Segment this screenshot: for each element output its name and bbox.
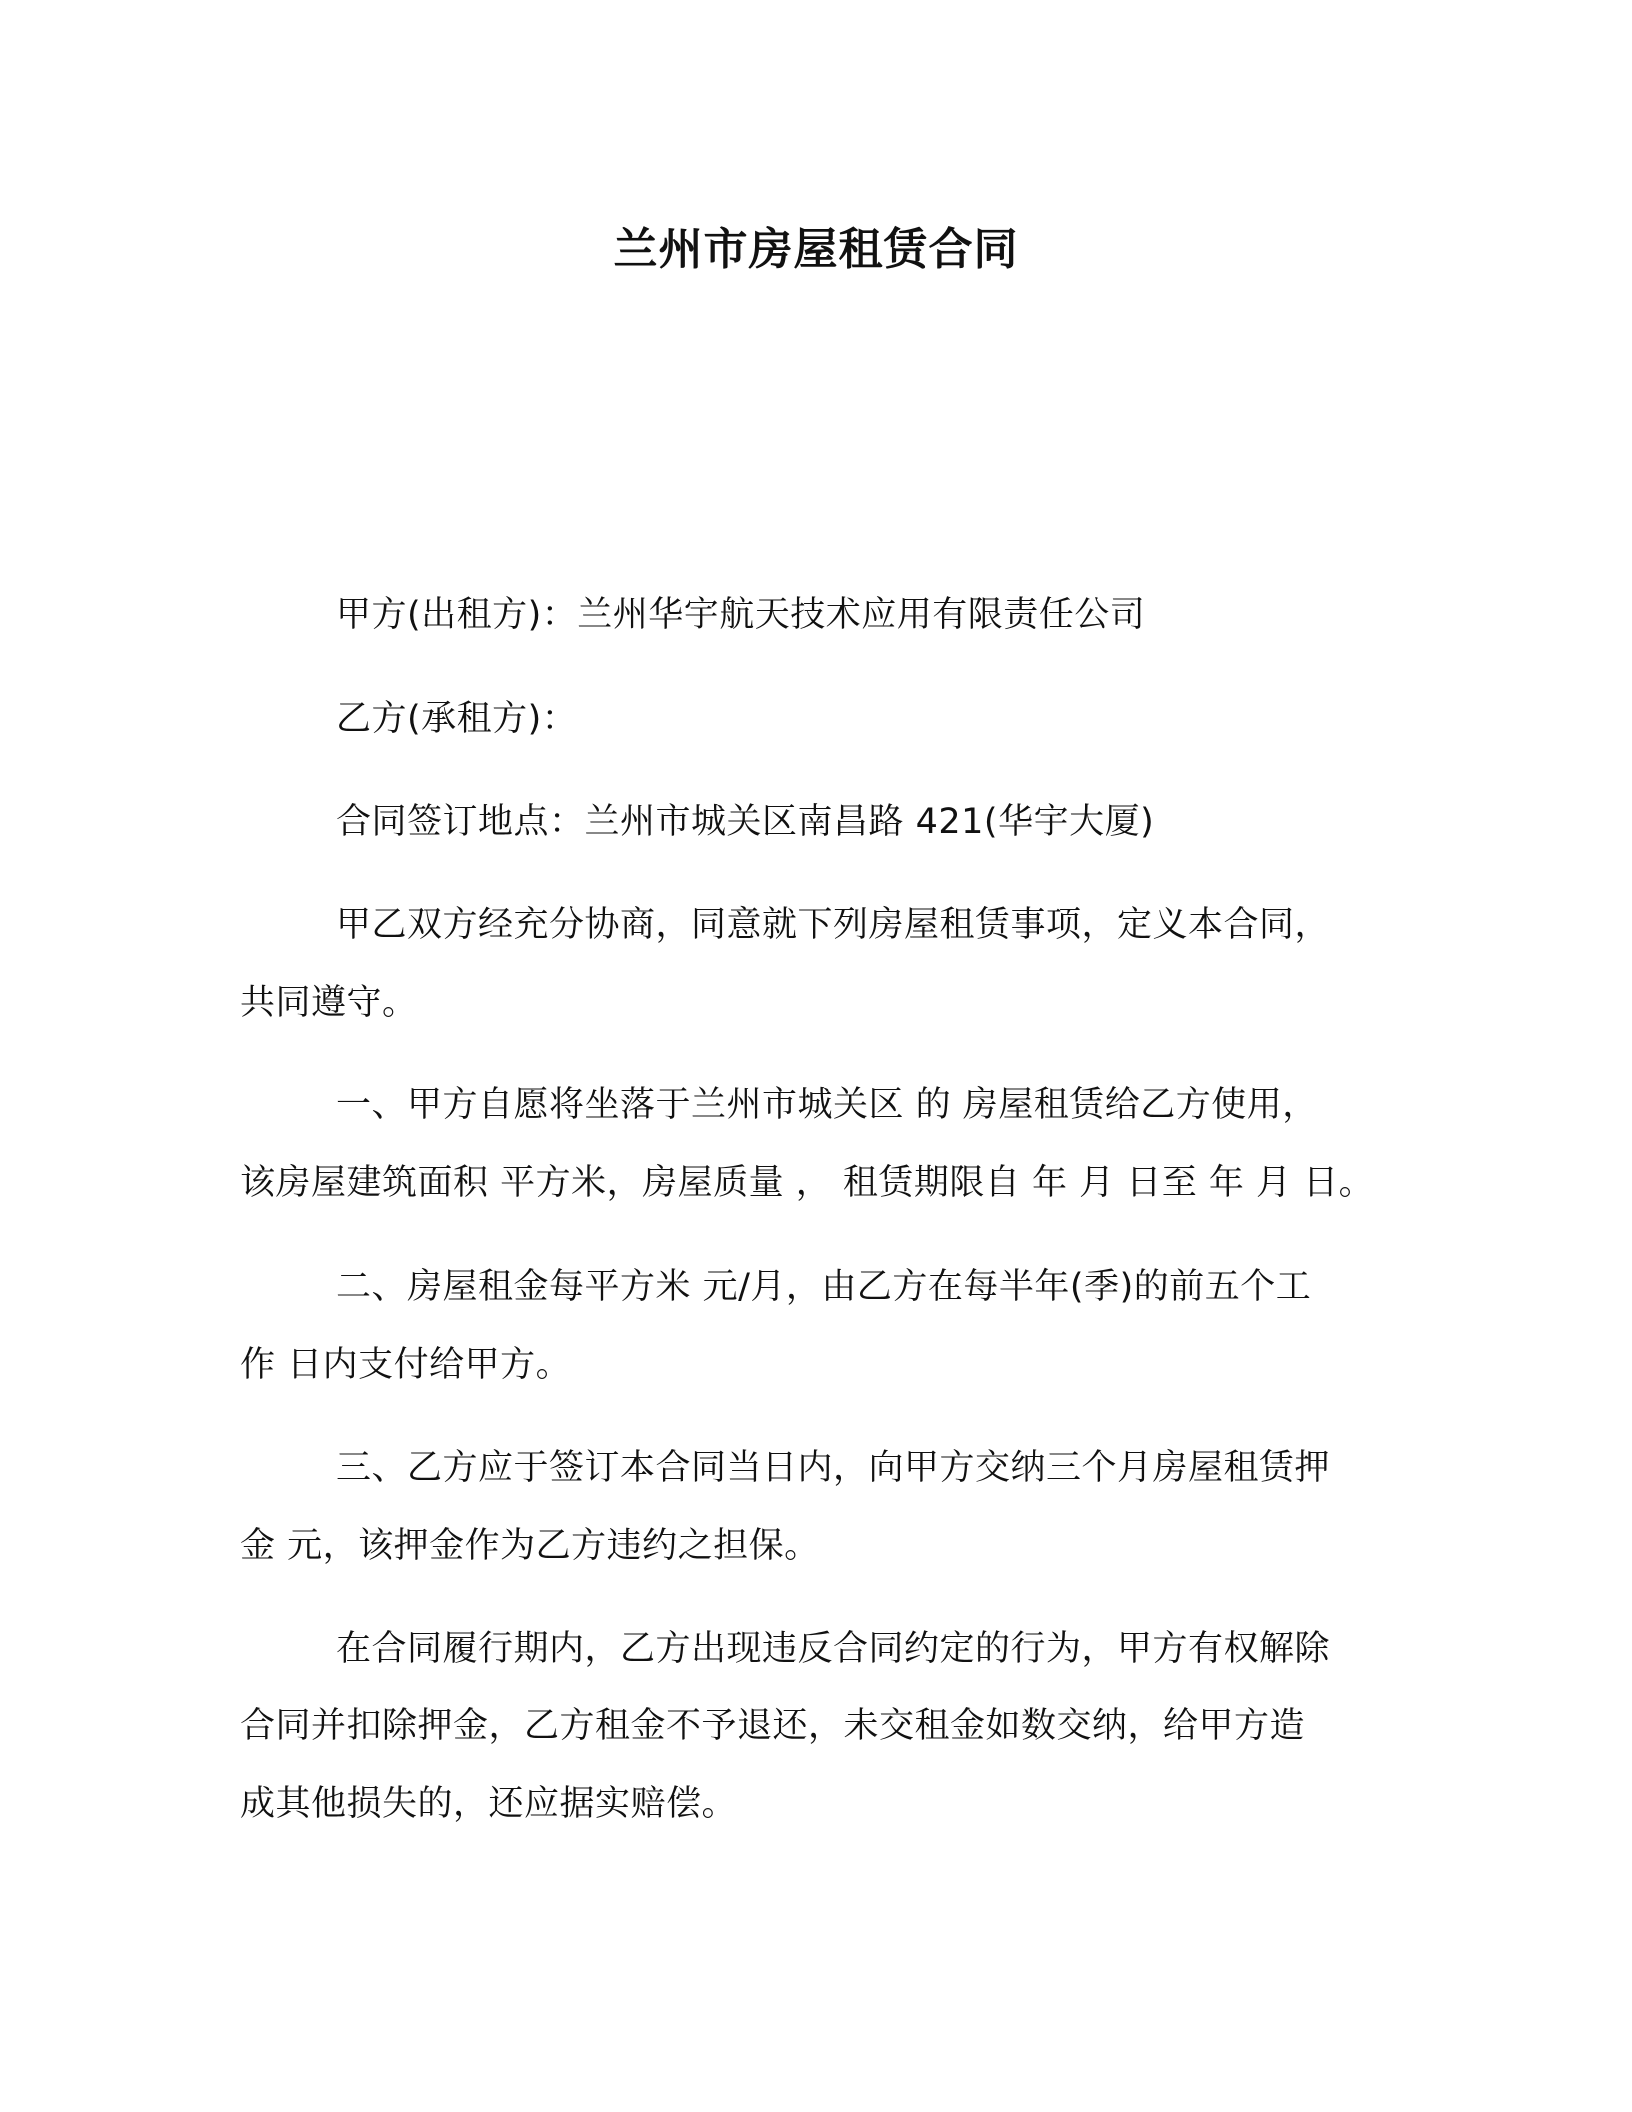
preamble-line-1: 甲乙双方经充分协商，同意就下列房屋租赁事项，定义本合同， (336, 905, 1331, 945)
clause-2-line-1: 二、房屋租金每平方米 元/月，由乙方在每半年(季)的前五个工 (336, 1267, 1312, 1307)
breach-line-1: 在合同履行期内，乙方出现违反合同约定的行为，甲方有权解除 (336, 1629, 1331, 1669)
preamble-line-2: 共同遵守。 (240, 983, 418, 1023)
breach-line-3: 成其他损失的，还应据实赔偿。 (240, 1784, 738, 1824)
clause-3-line-2: 金 元，该押金作为乙方违约之担保。 (240, 1526, 820, 1566)
signing-location-line: 合同签订地点：兰州市城关区南昌路 421(华宇大厦) (336, 802, 1155, 842)
breach-line-2: 合同并扣除押金，乙方租金不予退还，未交租金如数交纳，给甲方造 (240, 1706, 1306, 1746)
clause-2-line-2: 作 日内支付给甲方。 (240, 1345, 572, 1385)
party-a-line: 甲方(出租方)：兰州华宇航天技术应用有限责任公司 (336, 595, 1146, 635)
clause-3-line-1: 三、乙方应于签订本合同当日内，向甲方交纳三个月房屋租赁押 (336, 1448, 1331, 1488)
clause-1-line-2: 该房屋建筑面积 平方米，房屋质量 ， 租赁期限自 年 月 日至 年 月 日。 (240, 1163, 1375, 1203)
clause-1-line-1: 一、甲方自愿将坐落于兰州市城关区 的 房屋租赁给乙方使用， (336, 1085, 1318, 1125)
party-b-line: 乙方(承租方)： (336, 699, 578, 739)
document-title: 兰州市房屋租赁合同 (613, 224, 1019, 275)
